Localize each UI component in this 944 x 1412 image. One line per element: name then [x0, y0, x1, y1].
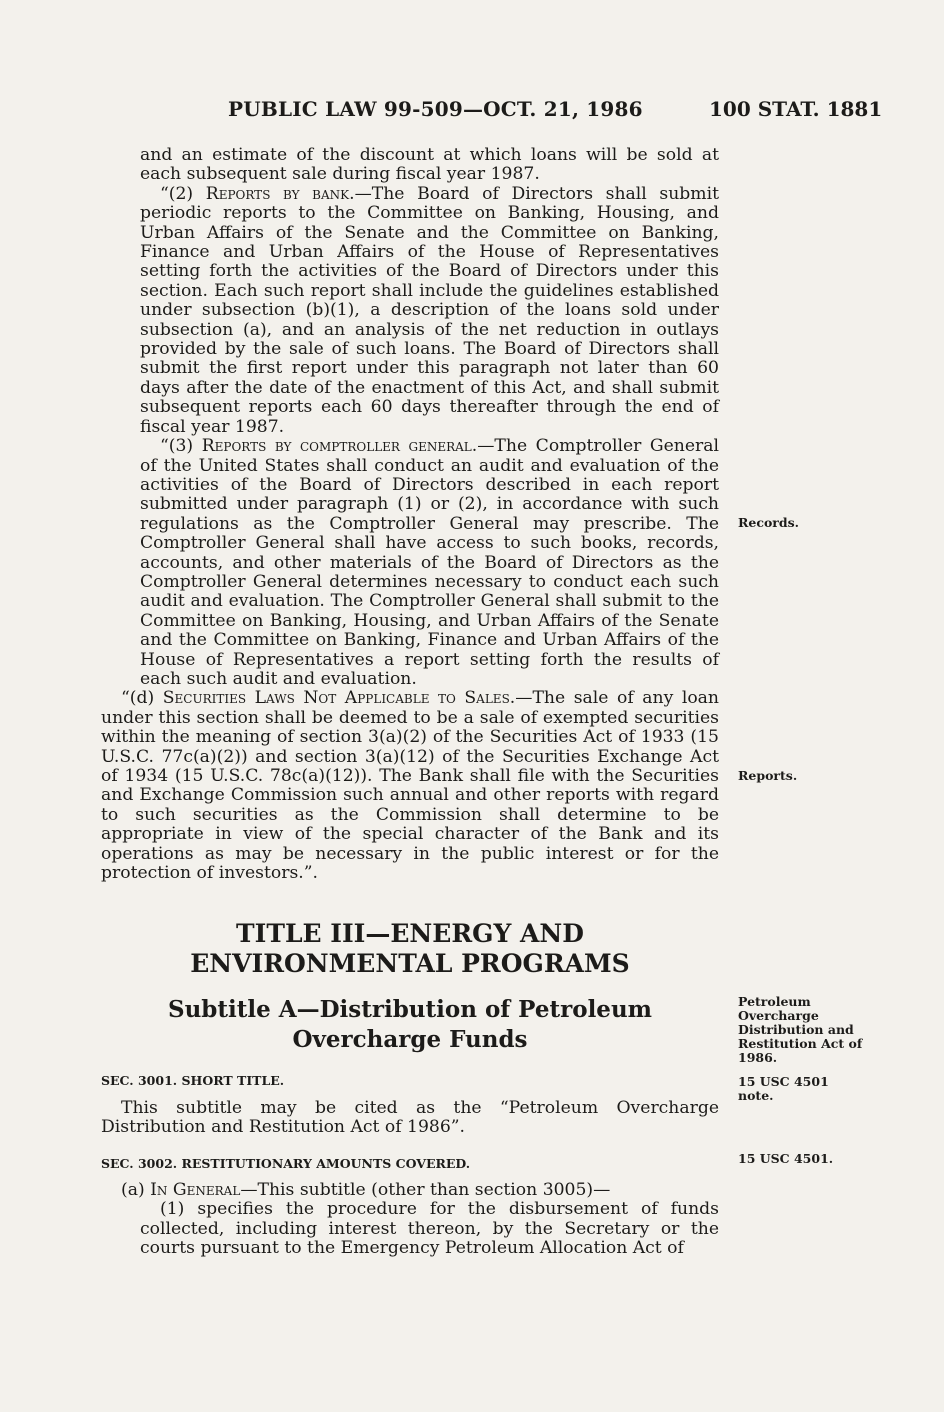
paragraph-a1: (1) specifies the procedure for the disbursement of funds collected, including interest thereon, by the Secretary or the courts pursuant to the Emergency Petroleum Allocation Act of: [140, 1199, 719, 1259]
heading-reports-by-bank: Reports by bank: [205, 183, 350, 204]
title-heading: TITLE III—ENERGY AND ENVIRONMENTAL PROGRAMS: [190, 919, 630, 979]
paragraph-continuation: and an estimate of the discount at which loans will be sold at each subsequent sale during fiscal year 1987.: [140, 145, 719, 185]
heading-reports-by-comptroller: Reports by comptroller general: [201, 436, 472, 457]
heading-securities-laws: Securities Laws Not Applicable to Sales: [162, 688, 510, 709]
page-header-title: PUBLIC LAW 99-509—OCT. 21, 1986: [228, 97, 643, 121]
paragraph-reports-by-bank: “(2) Reports by bank.—The Board of Directors shall submit periodic reports to the Committee on Banking, Housing, and Urban Affairs of the Senate and the Committee on Banking, Finance and Urban Affairs of the House of Representatives setting forth the activities of the Board of Directors under this section. Each such report shall include the guidelines established under subsection (b)(1), a description of the loans sold under subsection (a), and an analysis of the net reduction in outlays provided by the sale of such loans. The Board of Directors shall submit the first report under this paragraph not later than 60 days after the date of the enactment of this Act, and shall submit subsequent reports each 60 days thereafter through the end of fiscal year 1987.: [140, 183, 719, 437]
margin-note-usc-note: 15 USC 4501 note.: [738, 1074, 829, 1103]
section-3002-heading: SEC. 3002. RESTITUTIONARY AMOUNTS COVERED.: [101, 1155, 471, 1171]
section-3001-heading: SEC. 3001. SHORT TITLE.: [101, 1073, 285, 1089]
margin-note-usc-4501: 15 USC 4501.: [738, 1151, 834, 1166]
paragraph-reports-by-comptroller: “(3) Reports by comptroller general.—The Comptroller General of the United States shall conduct an audit and evaluation of the activities of the Board of Directors described in each report submitted under paragraph (1) or (2), in accordance with such regulations as the Comptroller General may prescribe. The Comptroller General shall have access to such books, records, accounts, and other materials of the Board of Directors as the Comptroller General determines necessary to conduct each such audit and evaluation. The Comptroller General shall submit to the Committee on Banking, Housing, and Urban Affairs of the Senate and the Committee on Banking, Finance and Urban Affairs of the House of Representatives a report setting forth the results of each such audit and evaluation.: [140, 436, 719, 689]
page-header-stat: 100 STAT. 1881: [709, 97, 883, 121]
margin-note-reports: Reports.: [738, 768, 798, 783]
body-text-column: [101, 146, 719, 1259]
subtitle-heading: Subtitle A—Distribution of Petroleum Overcharge Funds: [167, 996, 653, 1054]
margin-note-act-title: Petroleum Overcharge Distribution and Restitution Act of 1986.: [738, 994, 863, 1065]
section-3001-text: This subtitle may be cited as the “Petroleum Overcharge Distribution and Restitution Act of 1986”.: [101, 1097, 719, 1138]
heading-in-general: In General: [150, 1180, 241, 1201]
margin-note-records: Records.: [738, 515, 800, 530]
paragraph-securities-laws: “(d) Securities Laws Not Applicable to Sales.—The sale of any loan under this section shall be deemed to be a sale of exempted securities within the meaning of section 3(a)(2) of the Securities Act of 1933 (15 U.S.C. 77c(a)(2)) and section 3(a)(12) of the Securities Exchange Act of 1934 (15 U.S.C. 78c(a)(12)). The Bank shall file with the Securities and Exchange Commission such annual and other reports with regard to such securities as the Commission shall determine to be appropriate in view of the special character of the Bank and its operations as may be necessary in the public interest or for the protection of investors.”.: [101, 688, 720, 884]
subsection-a: (a) In General—This subtitle (other than section 3005)—: [121, 1180, 611, 1201]
